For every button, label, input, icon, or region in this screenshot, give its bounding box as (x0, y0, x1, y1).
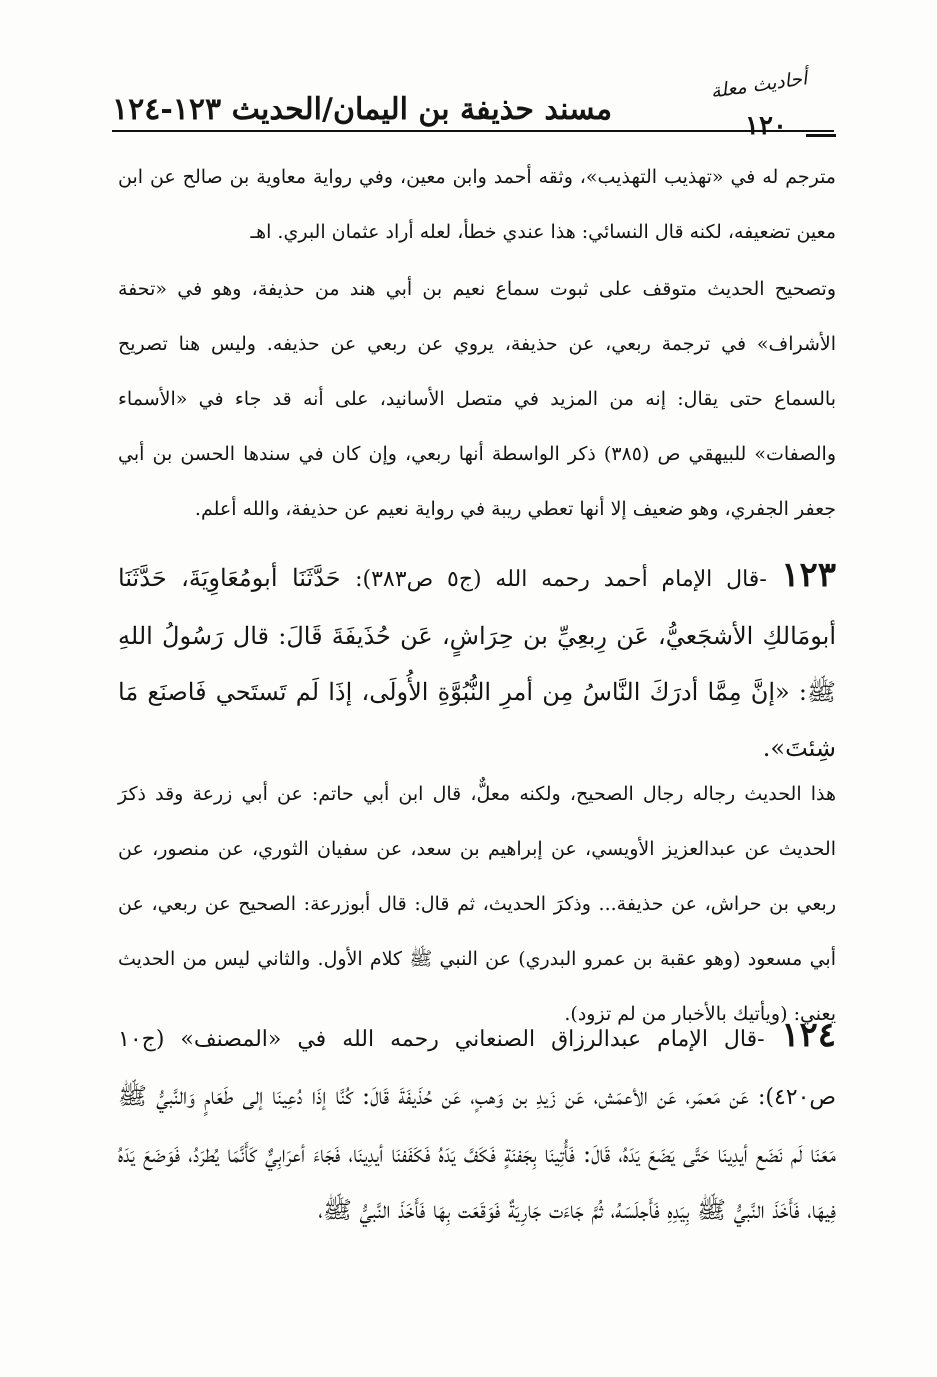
hadith-text: حَدَّثَنَا أبومُعَاوِيَةَ، حَدَّثَنَا أبومَالكِ الأشجَعيُّ، عَن رِبعِيِّ بن حِرَاشٍ، عَن حُذَيفَةَ قَالَ: قال رَسُولُ اللهِ ﷺ: «إنَّ مِمَّا أدرَكَ النَّاسُ مِن أمرِ النُّبُوَّةِ الأُولَى، إذَا لَم تَستَحي فَاصنَع مَا شِئتَ». (118, 564, 836, 762)
handwritten-margin-note: أحاديث معلة (709, 67, 809, 103)
hadith-124 (118, 1007, 836, 1238)
paragraph-text: مترجم له في «تهذيب التهذيب»، وثقه أحمد وابن معين، وفي رواية معاوية بن صالح عن ابن معين تضعيفه، لكنه قال النسائي: هذا عندي خطأ، لعله أراد عثمان البري. اهـ (118, 166, 836, 243)
commentary-paragraph-1 (118, 150, 836, 260)
paragraph-text: هذا الحديث رجاله رجال الصحيح، ولكنه معلٌّ، قال ابن أبي حاتم: عن أبي زرعة وقد ذكرَ الحديث عن عبدالعزيز الأويسي، عن إبراهيم بن سعد، عن سفيان الثوري، عن منصور، عن ربعي بن حراش، عن حذيفة... وذكرَ الحديث، ثم قال: قال أبوزرعة: الصحيح عن ربعي، عن أبي مسعود (وهو عقبة بن عمرو البدري) عن النبي ﷺ كلام الأول. والثاني ليس من الحديث يعني: (ويأتيك بالأخبار من لم تزود). (118, 783, 836, 1025)
hadith-chain-intro: -قال الإمام عبدالرزاق الصنعاني رحمه الله في «المصنف» (ج١٠ ص٤٢٠): (118, 1027, 836, 1110)
commentary-paragraph-3 (118, 767, 836, 1042)
hadith-number: ١٢٣ (781, 555, 837, 595)
hadith-paragraph (118, 547, 836, 776)
hadith-123 (118, 547, 836, 776)
page-header-title: مسند حذيفة بن اليمان/الحديث ١٢٣-١٢٤ (112, 92, 613, 127)
paragraph-text: وتصحيح الحديث متوقف على ثبوت سماع نعيم بن أبي هند من حذيفة، وهو في «تحفة الأشراف» في ترجمة ربعي، عن حذيفة، يروي عن ربعي عن حذيفه. وليس هنا تصريح بالسماع حتى يقال: إنه من المزيد في متصل الأسانيد، على أنه قد جاء في «الأسماء والصفات» للبيهقي ص (٣٨٥) ذكر الواسطة أنها ربعي، وإن كان في سندها الحسن بن أبي جعفر الجفري، وهو ضعيف إلا أنها تعطي ريبة في رواية نعيم عن حذيفة، والله أعلم. (118, 278, 837, 520)
hadith-paragraph (118, 1007, 836, 1238)
hadith-text: عَن مَعمَر، عَن الأعمَش، عَن زَيدِ بن وَهبٍ، عَن حُذَيفَةَ قَالَ: كُنَّا إذَا دُعِينَا إلى طَعَامٍ وَالنَّبيُّ ﷺ مَعَنَا لَم نَضَع أيدِينَا حَتَّى يَضَعَ يَدَهُ، قَالَ: فَأُتِينَا بِجَفنَةٍ فَكَفَّ يَدَهُ فَكَفَفنَا أيدِينَا، فَجَاءَ أعرَابِيٌّ كَأَنَّمَا يُطرَدُ، فَوَضَعَ يَدَهُ فِيهَا، فَأَخَذَ النَّبيُّ ﷺ بِيَدِهِ فَأَجلَسَهُ، ثُمَّ جَاءَت جَارِيَةٌ فَوَقَعَت بِهَا فَأَخَذَ النَّبيُّ ﷺ، (118, 1082, 836, 1224)
commentary-paragraph-2 (118, 262, 836, 537)
hadith-number: ١٢٤ (781, 1015, 836, 1055)
margin-underline (806, 134, 836, 137)
page-number: ١٢٠ (745, 111, 787, 141)
hadith-chain-intro: -قال الإمام أحمد رحمه الله (ج٥ ص٣٨٣): (355, 567, 767, 592)
header-rule (112, 130, 834, 132)
